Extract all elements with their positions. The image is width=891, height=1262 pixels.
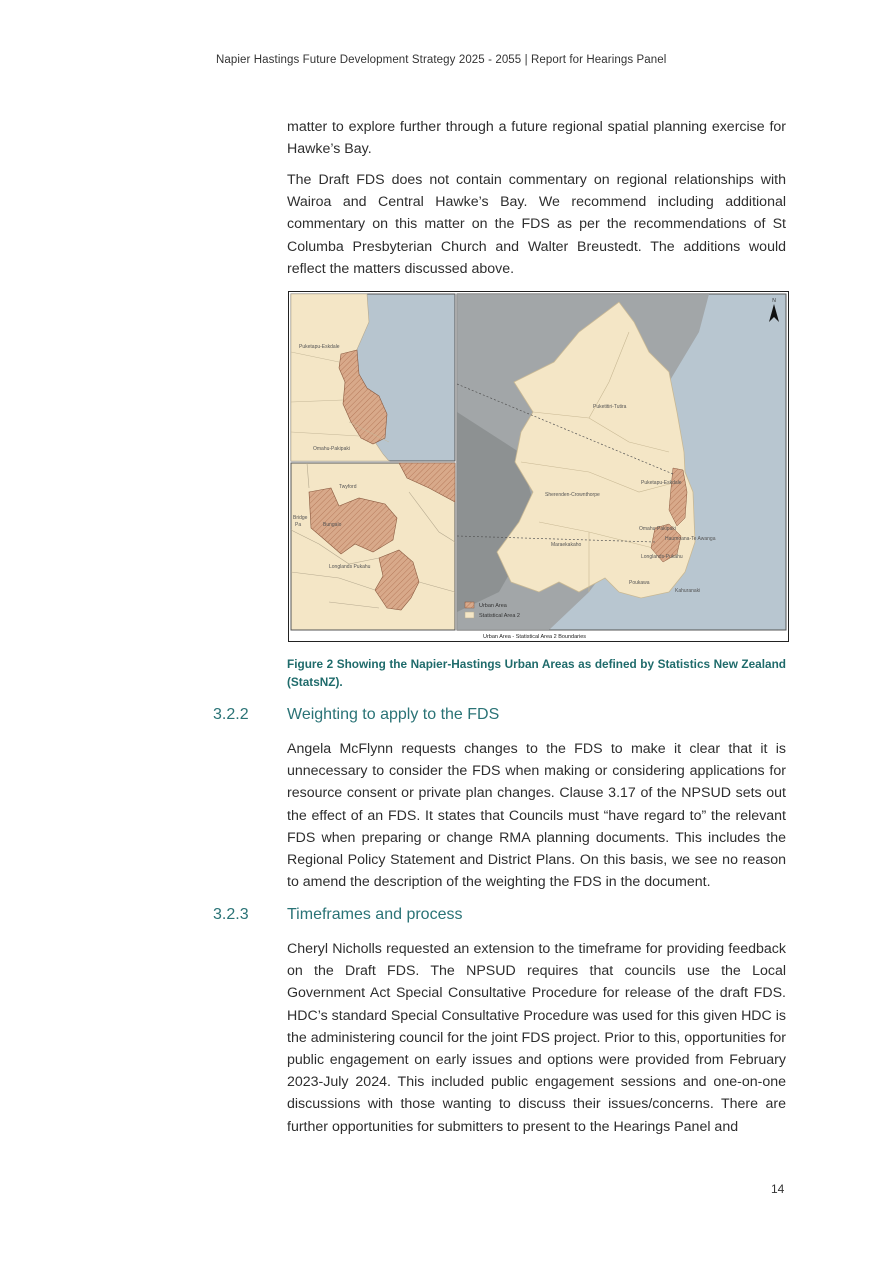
north-label: N [772, 298, 776, 304]
main-map [457, 294, 786, 630]
urban-area-map-figure [288, 291, 789, 642]
map-label: Haumoana-Te Awanga [665, 536, 716, 542]
map-bottom-title: Urban Area - Statistical Area 2 Boundaries [483, 634, 587, 640]
map-label: Kahuranaki [675, 588, 701, 594]
paragraph-text: Cheryl Nicholls requested an extension to the timeframe for providing feedback on the Draft FDS. The NPSUD requires that councils use the Local Government Act Special Consultative Procedure for release of the draft FDS. HDC’s standard Special Consultative Procedure was used for this given HDC is the administering council for the joint FDS project. Prior to this, opportunities for public engagement on early issues and options were provided from February 2023-July 2024. This included public engagement sessions and one-on-one discussions with those wanting to discuss their issues/concerns. There are further opportunities for submitters to present to the Hearings Panel and [287, 941, 786, 1135]
paragraph-text: The Draft FDS does not contain commentary on regional relationships with Wairoa and Central Hawke’s Bay. We recommend including additional commentary on this matter on the FDS as per the recommendations of St Columba Presbyterian Church and Walter Breustedt. The additions would reflect the matters discussed above. [287, 172, 786, 277]
inset-label: Pa [295, 522, 302, 528]
inset-label: Omahu-Pakipaki [313, 446, 350, 452]
section-body [287, 938, 786, 1138]
section-heading: Timeframes and process [287, 906, 463, 923]
map-label: Puketapu-Eskdale [641, 480, 682, 486]
paragraph-text: matter to explore further through a future regional spatial planning exercise for Hawke’s Bay. [287, 119, 786, 158]
map-label: Puketitiri-Tutira [593, 404, 627, 410]
legend-label: Urban Area [479, 603, 507, 609]
paragraph-text: Angela McFlynn requests changes to the FDS to make it clear that it is unnecessary to consider the FDS when making or considering applications for resource consent or private plan changes. Clause 3.17 of the NPSUD sets out the effect of an FDS. It states that Councils must “have regard to” the relevant FDS when preparing or change RMA planning documents. This includes the Regional Policy Statement and District Plans. On this basis, we see no reason to amend the description of the weighting the FDS in the document. [287, 741, 786, 891]
section-heading: Weighting to apply to the FDS [287, 706, 500, 723]
inset-label: Longlands Pukahu [329, 564, 371, 570]
map-label: Poukawa [629, 580, 650, 586]
map-svg [289, 292, 788, 641]
running-header: Napier Hastings Future Development Strategy 2025 - 2055 | Report for Hearings Panel [216, 54, 667, 66]
map-label: Longlands-Pukahu [641, 554, 683, 560]
map-label: Maraekakaho [551, 542, 582, 548]
figure-caption: Figure 2 Showing the Napier-Hastings Urban Areas as defined by Statistics New Zealand (StatsNZ). [287, 657, 786, 689]
legend-label: Statistical Area 2 [479, 613, 520, 619]
inset-label: Puketapu-Eskdale [299, 344, 340, 350]
paragraph-continuation [287, 116, 786, 160]
legend-swatch-urban [465, 602, 474, 608]
legend-swatch-sa2 [465, 612, 474, 618]
inset-label: Twyford [339, 484, 357, 490]
map-label: Sherenden-Crownthorpe [545, 492, 600, 498]
paragraph-regional-relationships [287, 169, 786, 280]
inset-map-hastings [291, 463, 455, 630]
map-label: Omahu-Pakipaki [639, 526, 676, 532]
section-number: 3.2.2 [213, 706, 249, 723]
section-number: 3.2.3 [213, 906, 249, 923]
inset-label: Bungalo [323, 522, 342, 528]
inset-label: Bridge [293, 515, 308, 521]
section-body [287, 738, 786, 893]
page-number: 14 [771, 1182, 785, 1196]
inset-map-napier [291, 294, 455, 461]
